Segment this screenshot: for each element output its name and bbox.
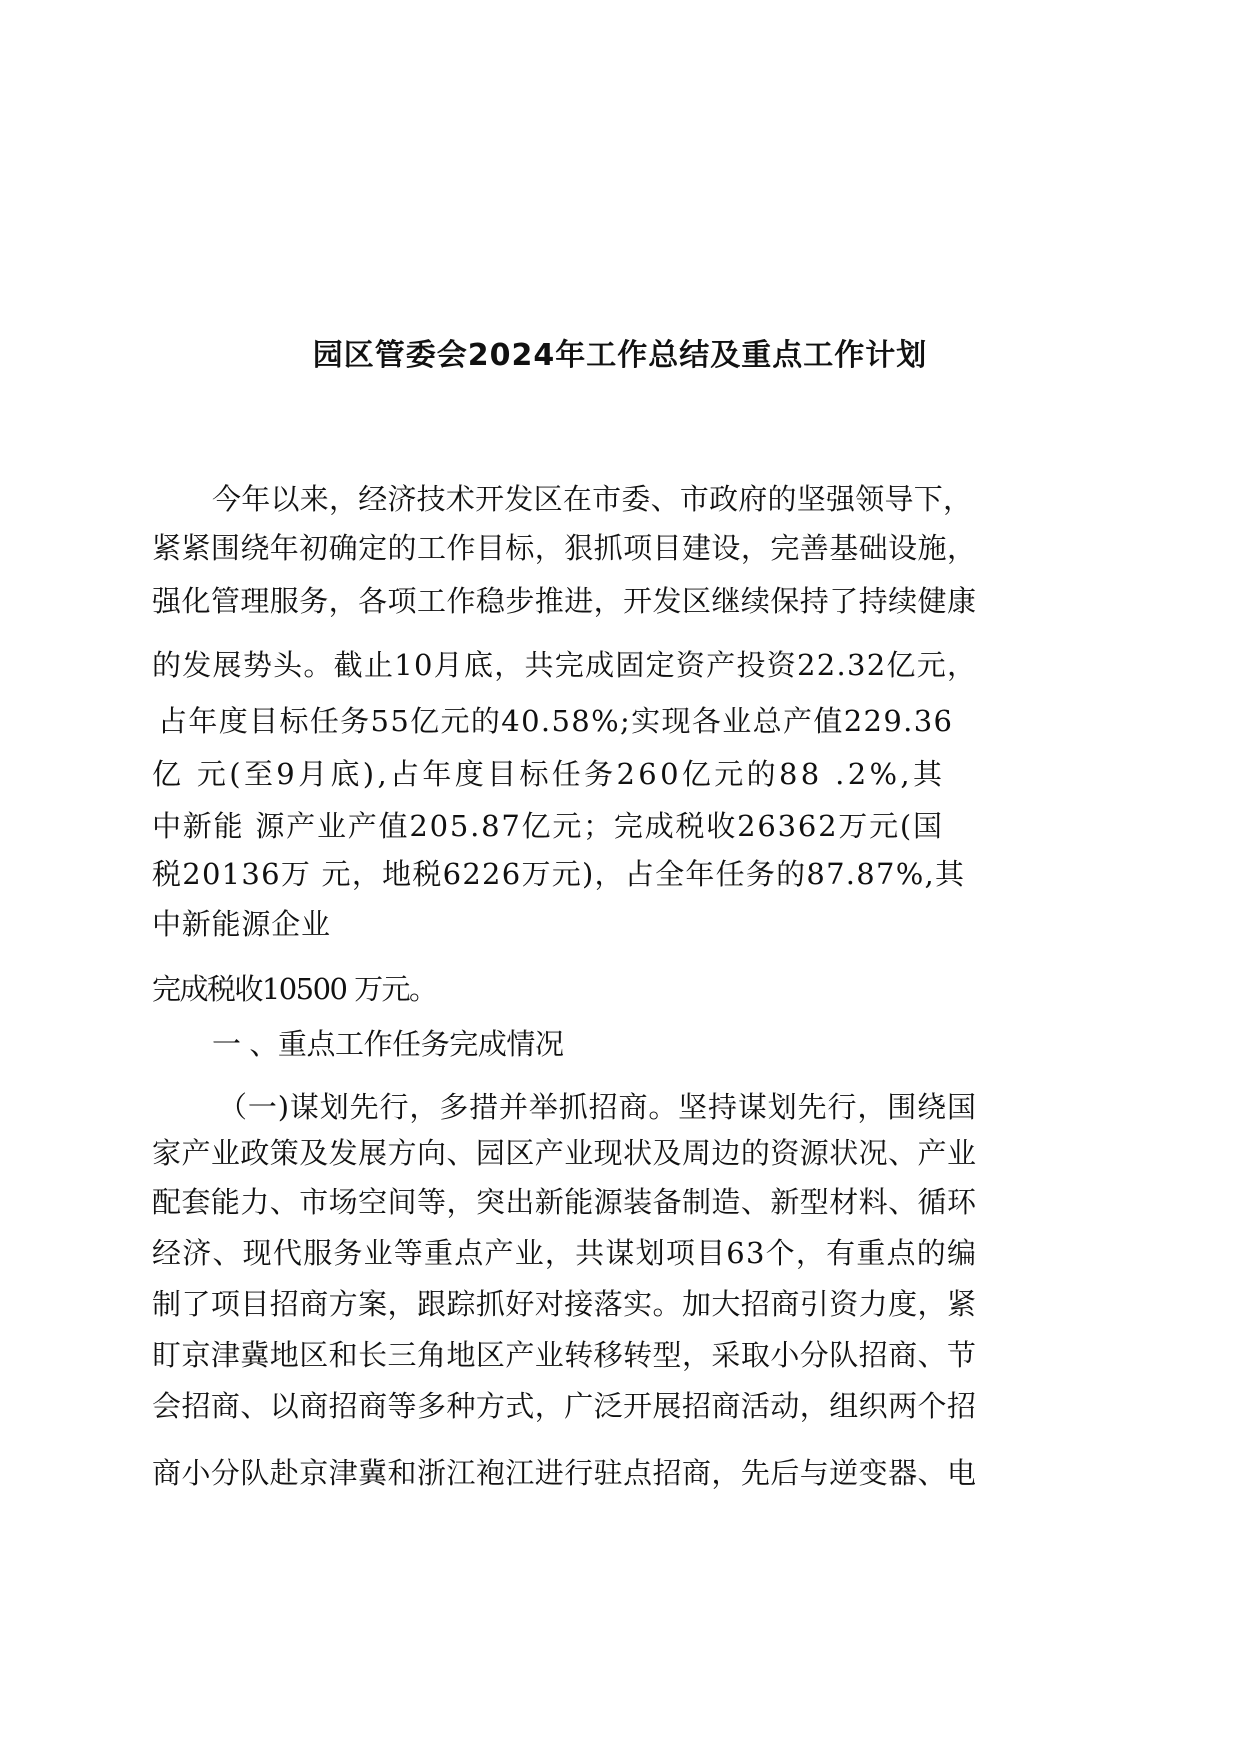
paragraph-line: 配套能力、市场空间等，突出新能源装备制造、新型材料、循环 (152, 1185, 977, 1219)
paragraph-line: 完成税收10500 万元。 (152, 972, 437, 1006)
section-heading: 一 、重点工作任务完成情况 (212, 1027, 564, 1061)
paragraph-line: 家产业政策及发展方向、园区产业现状及周边的资源状况、产业 (152, 1136, 977, 1170)
paragraph-line: 经济、现代服务业等重点产业，共谋划项目63个，有重点的编 (152, 1236, 978, 1270)
paragraph-line: 亿 元(至9月底),占年度目标任务260亿元的88 .2%,其 (152, 757, 946, 791)
paragraph-line: 商小分队赴京津冀和浙江袍江进行驻点招商，先后与逆变器、电 (152, 1456, 977, 1490)
paragraph-line: 税20136万 元，地税6226万元)，占全年任务的87.87%,其 (152, 857, 966, 891)
paragraph-line: 中新能源企业 (152, 907, 331, 941)
paragraph-line: 会招商、以商招商等多种方式，广泛开展招商活动，组织两个招 (152, 1389, 977, 1423)
paragraph-line: 占年度目标任务55亿元的40.58%;实现各业总产值229.36 (158, 704, 954, 738)
paragraph-line: 制了项目招商方案，跟踪抓好对接落实。加大招商引资力度，紧 (152, 1287, 977, 1321)
paragraph-line: （一)谋划先行，多措并举抓招商。坚持谋划先行，围绕国 (218, 1090, 977, 1124)
paragraph-line: 盯京津冀地区和长三角地区产业转移转型，采取小分队招商、节 (152, 1338, 977, 1372)
paragraph-line: 的发展势头。截止10月底，共完成固定资产投资22.32亿元， (152, 648, 978, 682)
paragraph-line: 紧紧围绕年初确定的工作目标，狠抓项目建设，完善基础设施， (152, 531, 977, 565)
paragraph-line: 今年以来，经济技术开发区在市委、市政府的坚强领导下， (212, 482, 973, 516)
page-title: 园区管委会2024年工作总结及重点工作计划 (312, 338, 928, 373)
paragraph-line: 中新能 源产业产值205.87亿元；完成税收26362万元(国 (152, 809, 944, 843)
paragraph-line: 强化管理服务，各项工作稳步推进，开发区继续保持了持续健康 (152, 584, 977, 618)
